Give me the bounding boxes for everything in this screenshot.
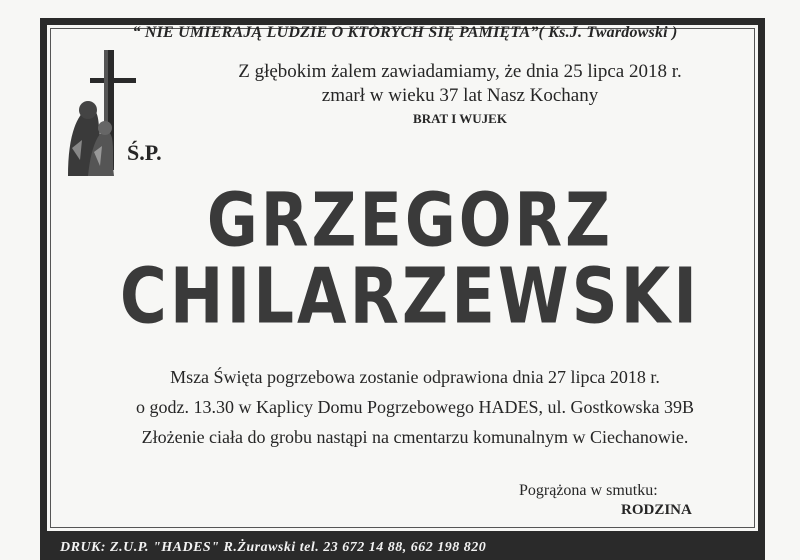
ceremony-line-2: o godz. 13.30 w Kaplicy Domu Pogrzebowego HADES, ul. Gostkowska 39B <box>136 397 694 417</box>
deceased-first-name: GRZEGORZ <box>206 176 614 264</box>
ceremony-line-3: Złożenie ciała do grobu nastąpi na cmentarzu komunalnym w Ciechanowie. <box>141 427 689 447</box>
relation-label: BRAT I WUJEK <box>413 111 507 126</box>
motto-quote: “ NIE UMIERAJĄ LUDZIE O KTÓRYCH SIĘ PAMIĘTA”( Ks.J. Twardowski ) <box>132 24 678 41</box>
sp-label: Ś.P. <box>127 140 162 165</box>
mourners-name: RODZINA <box>621 502 692 518</box>
ceremony-details <box>60 362 770 452</box>
death-announcement <box>180 60 740 108</box>
ceremony-line-1: Msza Święta pogrzebowa zostanie odprawiona dnia 27 lipca 2018 r. <box>170 367 660 387</box>
mourners-label: Pogrążona w smutku: <box>519 482 658 499</box>
announcement-line-2: zmarł w wieku 37 lat Nasz Kochany <box>321 85 599 106</box>
announcement-line-1: Z głębokim żalem zawiadamiamy, że dnia 25 lipca 2018 r. <box>238 61 682 82</box>
printer-footer: DRUK: Z.U.P. "HADES" R.Żurawski tel. 23 672 14 88, 662 198 820 <box>60 540 487 555</box>
deceased-last-name: CHILARZEWSKI <box>119 253 701 342</box>
